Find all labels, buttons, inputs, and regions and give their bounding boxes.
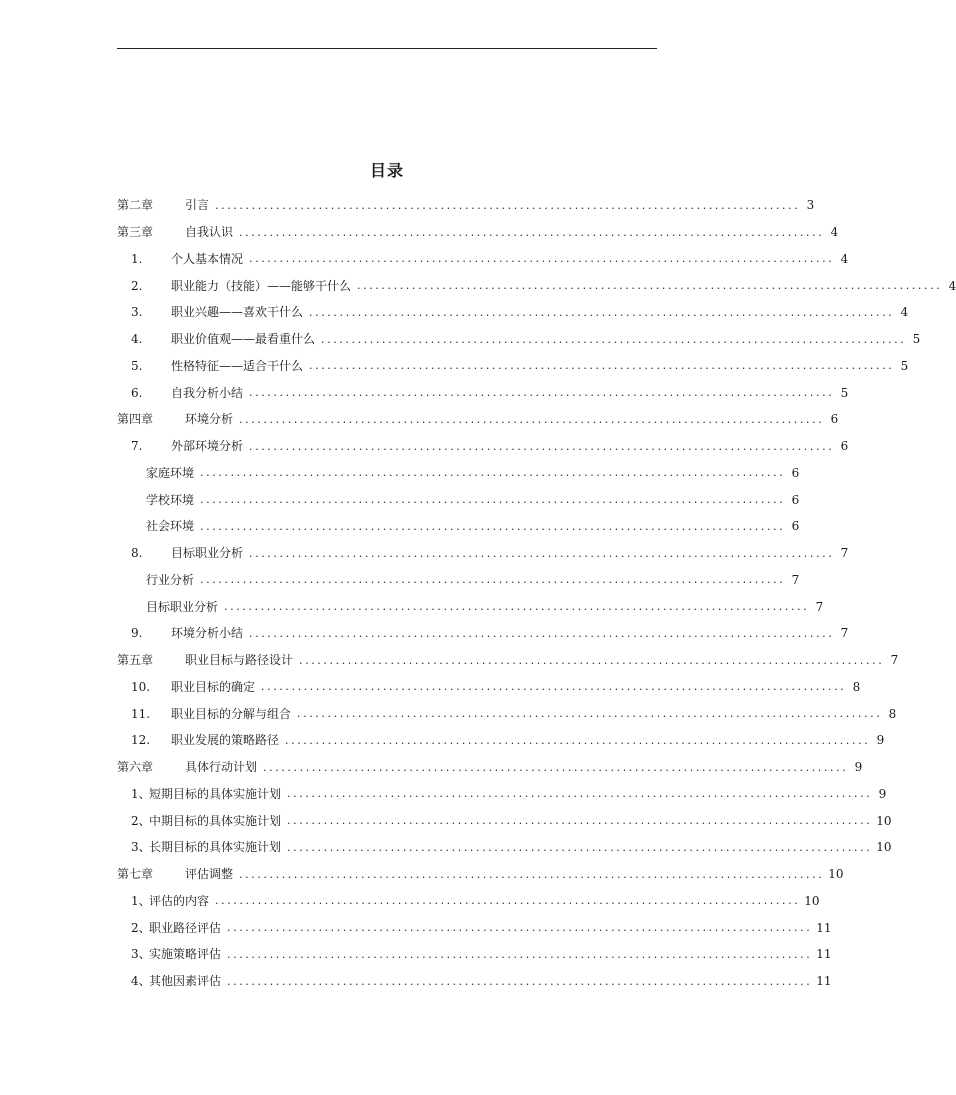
toc-entry-text: 自我认识 [185, 225, 234, 240]
toc-entry-page: 9 [876, 733, 885, 748]
toc-entry-number: 9. [131, 626, 143, 641]
toc-entry-number: 第四章 [117, 412, 154, 427]
toc-entry[interactable] [117, 754, 863, 781]
toc-entry-page: 3 [806, 198, 815, 213]
toc-leader: ................................................................................................ [249, 386, 835, 400]
toc-entry-page: 4 [948, 278, 956, 293]
toc-entry-text: 自我分析小结 [171, 385, 244, 400]
toc-entry-page: 6 [791, 492, 800, 507]
toc-entry-text: 职业发展的策略路径 [171, 733, 280, 748]
toc-entry-page: 10 [804, 893, 820, 908]
toc-entry-page: 5 [840, 385, 849, 400]
toc-entry-page: 6 [791, 465, 800, 480]
toc-entry-page: 11 [816, 920, 832, 935]
toc-leader: ................................................................................................ [261, 680, 847, 694]
toc-entry-number: 4、 [131, 974, 151, 989]
toc-entry-text: 评估的内容 [149, 893, 210, 908]
toc-leader: ................................................................................................ [215, 198, 801, 212]
toc-entry-text: 中期目标的具体实施计划 [149, 813, 282, 828]
toc-entry[interactable] [117, 567, 800, 594]
toc-entry-number: 12. [131, 733, 151, 748]
toc-entry-page: 8 [888, 706, 897, 721]
toc-entry[interactable] [117, 513, 800, 540]
toc-leader: ................................................................................................ [200, 573, 786, 587]
toc-leader: ................................................................................................ [263, 760, 849, 774]
toc-entry[interactable] [117, 219, 839, 246]
toc-list [117, 192, 956, 995]
toc-entry[interactable] [117, 486, 800, 513]
toc-leader: ................................................................................................ [321, 332, 907, 346]
toc-leader: ................................................................................................ [249, 546, 835, 560]
toc-entry-text: 其他因素评估 [149, 974, 222, 989]
toc-entry-page: 5 [912, 332, 921, 347]
toc-entry-text: 职业目标与路径设计 [185, 653, 294, 668]
toc-entry[interactable] [117, 540, 849, 567]
toc-entry-number: 11. [131, 706, 151, 721]
toc-entry-number: 第五章 [117, 653, 154, 668]
toc-entry[interactable] [117, 807, 892, 834]
toc-entry[interactable] [117, 727, 885, 754]
toc-entry[interactable] [117, 674, 861, 701]
toc-entry[interactable] [117, 460, 800, 487]
toc-leader: ................................................................................................ [309, 305, 895, 319]
toc-entry-page: 5 [900, 358, 909, 373]
toc-entry[interactable] [117, 941, 832, 968]
toc-entry[interactable] [117, 272, 956, 299]
toc-entry[interactable] [117, 888, 820, 915]
toc-entry[interactable] [117, 914, 832, 941]
toc-entry-number: 6. [131, 385, 143, 400]
toc-entry-page: 9 [854, 760, 863, 775]
toc-leader: ................................................................................................ [287, 840, 873, 854]
toc-entry-number: 第七章 [117, 867, 154, 882]
toc-leader: ................................................................................................ [285, 733, 871, 747]
toc-leader: ................................................................................................ [239, 867, 825, 881]
toc-entry-number: 2. [131, 278, 143, 293]
toc-entry-page: 11 [816, 947, 832, 962]
toc-entry-number: 1. [131, 251, 143, 266]
toc-entry-number: 5. [131, 358, 143, 373]
toc-leader: ................................................................................................ [287, 814, 873, 828]
toc-entry-number: 8. [131, 546, 143, 561]
toc-entry-page: 4 [840, 251, 849, 266]
toc-entry-number: 1、 [131, 893, 151, 908]
toc-leader: ................................................................................................ [249, 252, 835, 266]
toc-leader: ................................................................................................ [227, 974, 813, 988]
header-rule [117, 48, 657, 49]
toc-entry-number: 4. [131, 332, 143, 347]
toc-leader: ................................................................................................ [239, 412, 825, 426]
toc-entry-number: 1、 [131, 786, 151, 801]
toc-leader: ................................................................................................ [297, 707, 883, 721]
toc-entry[interactable] [117, 433, 849, 460]
toc-entry[interactable] [117, 192, 815, 219]
toc-leader: ................................................................................................ [249, 439, 835, 453]
toc-entry-page: 4 [830, 225, 839, 240]
toc-entry-text: 短期目标的具体实施计划 [149, 786, 282, 801]
toc-entry-number: 2、 [131, 920, 151, 935]
toc-entry-text: 职业兴趣——喜欢干什么 [171, 305, 304, 320]
toc-entry[interactable] [117, 326, 921, 353]
toc-leader: ................................................................................................ [249, 626, 835, 640]
toc-entry[interactable] [117, 593, 824, 620]
toc-entry-page: 10 [828, 867, 844, 882]
toc-entry-number: 2、 [131, 813, 151, 828]
toc-entry[interactable] [117, 781, 887, 808]
toc-entry-page: 9 [878, 786, 887, 801]
toc-entry-number: 3、 [131, 947, 151, 962]
toc-entry-text: 环境分析 [185, 412, 234, 427]
toc-entry-text: 行业分析 [146, 572, 195, 587]
toc-leader: ................................................................................................ [239, 225, 825, 239]
toc-entry-text: 职业路径评估 [149, 920, 222, 935]
toc-title: 目录 [369, 161, 404, 180]
toc-entry-page: 6 [830, 412, 839, 427]
toc-entry-number: 第三章 [117, 225, 154, 240]
toc-entry[interactable] [117, 379, 849, 406]
toc-entry-page: 10 [876, 840, 892, 855]
toc-entry-page: 8 [852, 679, 861, 694]
toc-leader: ................................................................................................ [224, 600, 810, 614]
toc-entry-text: 目标职业分析 [146, 599, 219, 614]
toc-leader: ................................................................................................ [200, 493, 786, 507]
toc-entry-number: 7. [131, 439, 143, 454]
toc-entry[interactable] [117, 647, 899, 674]
toc-entry-text: 职业目标的确定 [171, 679, 256, 694]
toc-leader: ................................................................................................ [215, 894, 801, 908]
toc-entry-text: 家庭环境 [146, 465, 195, 480]
toc-leader: ................................................................................................ [200, 466, 786, 480]
toc-entry[interactable] [117, 834, 892, 861]
toc-entry-text: 职业价值观——最看重什么 [171, 332, 316, 347]
toc-entry-text: 外部环境分析 [171, 439, 244, 454]
toc-entry-page: 11 [816, 974, 832, 989]
toc-entry[interactable] [117, 246, 849, 273]
toc-leader: ................................................................................................ [200, 519, 786, 533]
toc-entry-number: 3、 [131, 840, 151, 855]
toc-entry-number: 第六章 [117, 760, 154, 775]
toc-entry[interactable] [117, 968, 832, 995]
toc-entry-number: 10. [131, 679, 151, 694]
toc-entry[interactable] [117, 620, 849, 647]
toc-entry-page: 7 [840, 546, 849, 561]
toc-entry[interactable] [117, 353, 909, 380]
toc-entry-text: 实施策略评估 [149, 947, 222, 962]
toc-entry-page: 7 [815, 599, 824, 614]
toc-entry-page: 4 [900, 305, 909, 320]
toc-entry-page: 7 [890, 653, 899, 668]
toc-entry-page: 7 [840, 626, 849, 641]
toc-entry-page: 6 [791, 519, 800, 534]
toc-entry-page: 10 [876, 813, 892, 828]
toc-entry-text: 职业能力（技能）——能够干什么 [171, 278, 352, 293]
toc-entry-text: 性格特征——适合干什么 [171, 358, 304, 373]
toc-entry[interactable] [117, 299, 909, 326]
toc-entry-text: 个人基本情况 [171, 251, 244, 266]
toc-entry-number: 3. [131, 305, 143, 320]
toc-entry-text: 评估调整 [185, 867, 234, 882]
toc-entry[interactable] [117, 700, 897, 727]
toc-entry-text: 环境分析小结 [171, 626, 244, 641]
toc-entry-text: 职业目标的分解与组合 [171, 706, 292, 721]
toc-leader: ................................................................................................ [357, 279, 943, 293]
toc-leader: ................................................................................................ [227, 947, 813, 961]
toc-leader: ................................................................................................ [299, 653, 885, 667]
toc-entry[interactable] [117, 861, 844, 888]
toc-entry-page: 6 [840, 439, 849, 454]
toc-entry-text: 具体行动计划 [185, 760, 258, 775]
toc-entry-text: 社会环境 [146, 519, 195, 534]
toc-entry-page: 7 [791, 572, 800, 587]
toc-entry-number: 第二章 [117, 198, 154, 213]
toc-entry-text: 长期目标的具体实施计划 [149, 840, 282, 855]
toc-leader: ................................................................................................ [227, 921, 813, 935]
toc-entry-text: 引言 [185, 198, 210, 213]
toc-entry-text: 学校环境 [146, 492, 195, 507]
toc-leader: ................................................................................................ [287, 787, 873, 801]
toc-entry-text: 目标职业分析 [171, 546, 244, 561]
toc-leader: ................................................................................................ [309, 359, 895, 373]
toc-entry[interactable] [117, 406, 839, 433]
